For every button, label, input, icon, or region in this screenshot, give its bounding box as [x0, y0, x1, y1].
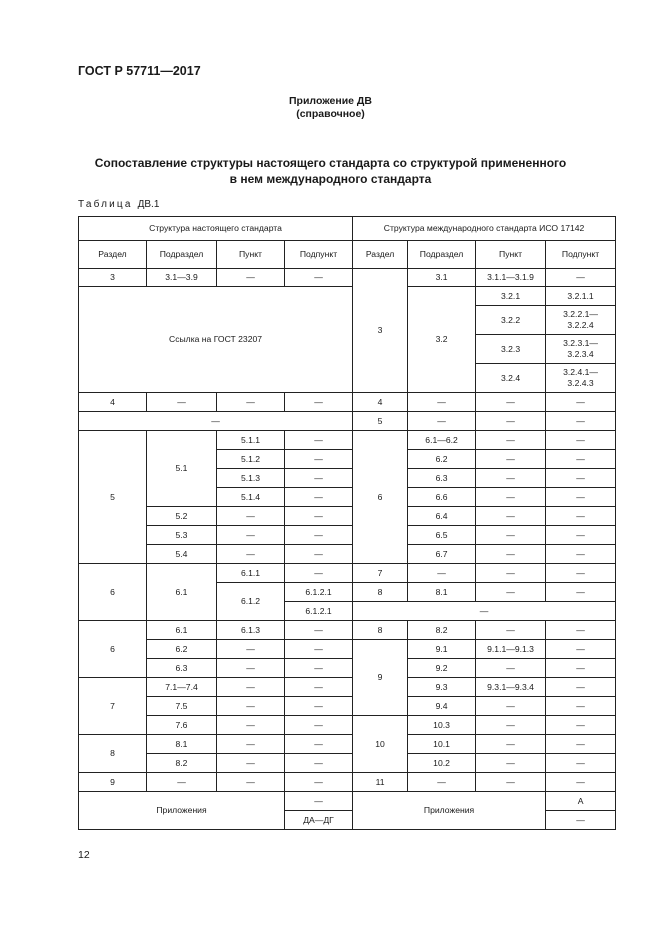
table-cell: 8: [79, 735, 147, 773]
table-cell: —: [546, 811, 616, 830]
table-cell: —: [285, 393, 353, 412]
table-cell: 7.5: [147, 697, 217, 716]
table-cell: 9.1.1—9.1.3: [476, 640, 546, 659]
table-cell: —: [285, 792, 353, 811]
column-header: Подраздел: [408, 241, 476, 269]
table-cell: —: [476, 488, 546, 507]
table-cell: —: [476, 412, 546, 431]
table-cell: —: [147, 393, 217, 412]
table-cell: —: [285, 754, 353, 773]
table-cell: 5.4: [147, 545, 217, 564]
column-header: Раздел: [79, 241, 147, 269]
table-cell: 9.3.1—9.3.4: [476, 678, 546, 697]
table-cell: —: [285, 545, 353, 564]
table-cell: —: [546, 488, 616, 507]
table-cell: 6.1.3: [217, 621, 285, 640]
table-cell: 4: [79, 393, 147, 412]
table-cell: 5.1.2: [217, 450, 285, 469]
table-cell: —: [546, 735, 616, 754]
table-cell: 3.1: [408, 269, 476, 287]
table-cell: —: [546, 412, 616, 431]
table-cell: 5.3: [147, 526, 217, 545]
table-cell: —: [217, 640, 285, 659]
table-cell: —: [546, 678, 616, 697]
table-cell: 7.6: [147, 716, 217, 735]
table-cell: 3.2.1: [476, 287, 546, 306]
table-cell: 8.2: [147, 754, 217, 773]
table-cell: —: [476, 507, 546, 526]
table-cell: —: [476, 754, 546, 773]
table-cell: —: [546, 450, 616, 469]
table-cell: —: [476, 431, 546, 450]
table-cell: 6.3: [408, 469, 476, 488]
table-cell: —: [217, 735, 285, 754]
table-cell: —: [476, 545, 546, 564]
section-heading: [0, 155, 661, 187]
table-cell: 9: [79, 773, 147, 792]
table-cell: —: [546, 431, 616, 450]
table-cell: —: [546, 507, 616, 526]
table-cell: 3.2.2: [476, 306, 546, 335]
table-cell: —: [217, 269, 285, 287]
annex-title: Приложение ДВ: [289, 95, 372, 107]
table-cell: 3.2: [408, 287, 476, 393]
table-cell: —: [285, 450, 353, 469]
appendix-right-value: А: [546, 792, 616, 811]
table-cell: —: [353, 602, 616, 621]
table-cell: 3.2.3.1— 3.2.3.4: [546, 335, 616, 364]
table-cell: —: [546, 583, 616, 602]
table-cell: 5: [79, 431, 147, 564]
table-cell: —: [546, 621, 616, 640]
table-cell: —: [546, 469, 616, 488]
table-cell: —: [476, 716, 546, 735]
table-cell: —: [476, 773, 546, 792]
table-cell: —: [285, 269, 353, 287]
table-cell: —: [217, 697, 285, 716]
table-cell: 10: [353, 716, 408, 773]
table-cell: —: [408, 393, 476, 412]
table-cell: 6.1.2: [217, 583, 285, 621]
column-header: Подраздел: [147, 241, 217, 269]
table-cell: —: [217, 716, 285, 735]
table-cell: —: [285, 735, 353, 754]
page-number: 12: [78, 849, 90, 861]
table-cell: 3.1.1—3.1.9: [476, 269, 546, 287]
table-cell: 3.2.1.1: [546, 287, 616, 306]
appendices-label-left: Приложения: [79, 792, 285, 830]
table-cell: 10.2: [408, 754, 476, 773]
table-cell: 6.1.2.1: [285, 583, 353, 602]
table-cell: 7: [353, 564, 408, 583]
table-cell: 6.6: [408, 488, 476, 507]
table-cell: —: [285, 526, 353, 545]
table-cell: 6.1.2.1: [285, 602, 353, 621]
table-cell: 6.1: [147, 564, 217, 621]
table-cell: —: [546, 716, 616, 735]
table-cell: 5.1.1: [217, 431, 285, 450]
table-cell: —: [476, 659, 546, 678]
table-label-word: Таблица: [78, 199, 133, 210]
table-cell: —: [217, 659, 285, 678]
table-cell: 6: [79, 564, 147, 621]
table-cell: 3.1—3.9: [147, 269, 217, 287]
table-cell: —: [217, 678, 285, 697]
heading-line-2: в нем международного стандарта: [229, 172, 432, 186]
table-cell: —: [546, 640, 616, 659]
table-cell: 7: [79, 678, 147, 735]
table-cell: —: [476, 583, 546, 602]
table-cell: 3: [353, 269, 408, 393]
table-cell: 10.1: [408, 735, 476, 754]
table-cell: —: [408, 564, 476, 583]
table-cell: 8.2: [408, 621, 476, 640]
table-cell: 8.1: [408, 583, 476, 602]
table-cell: —: [285, 773, 353, 792]
table-cell: —: [546, 269, 616, 287]
table-cell: 3.2.2.1— 3.2.2.4: [546, 306, 616, 335]
standard-code: ГОСТ Р 57711—2017: [78, 64, 201, 78]
table-cell: 8: [353, 583, 408, 602]
table-cell: 6.4: [408, 507, 476, 526]
table-cell: 6.2: [408, 450, 476, 469]
table-cell: 6: [79, 621, 147, 678]
table-cell: —: [217, 526, 285, 545]
table-cell: —: [285, 678, 353, 697]
table-cell: —: [285, 621, 353, 640]
table-cell: 7.1—7.4: [147, 678, 217, 697]
table-cell: 3.2.4.1— 3.2.4.3: [546, 364, 616, 393]
table-cell: —: [546, 526, 616, 545]
table-cell: —: [476, 469, 546, 488]
table-cell: 5: [353, 412, 408, 431]
table-cell: —: [217, 545, 285, 564]
reference-cell: Ссылка на ГОСТ 23207: [79, 287, 353, 393]
table-cell: 6.1—6.2: [408, 431, 476, 450]
table-cell: —: [476, 697, 546, 716]
table-cell: 6: [353, 431, 408, 564]
table-cell: 9.1: [408, 640, 476, 659]
table-cell: 5.1.4: [217, 488, 285, 507]
table-cell: —: [285, 697, 353, 716]
table-cell: —: [285, 564, 353, 583]
table-cell: 4: [353, 393, 408, 412]
column-header: Пункт: [476, 241, 546, 269]
column-header: Подпункт: [285, 241, 353, 269]
appendix-left-value: ДА—ДГ: [285, 811, 353, 830]
table-cell: —: [476, 621, 546, 640]
group-header-left: Структура настоящего стандарта: [79, 217, 353, 241]
appendices-label-right: Приложения: [353, 792, 546, 830]
table-cell: —: [476, 735, 546, 754]
table-cell: —: [546, 697, 616, 716]
table-cell: —: [285, 431, 353, 450]
column-header: Подпункт: [546, 241, 616, 269]
table-cell: 9.2: [408, 659, 476, 678]
table-cell: —: [546, 659, 616, 678]
heading-line-1: Сопоставление структуры настоящего стандарта со структурой примененного: [94, 156, 567, 170]
column-header: Пункт: [217, 241, 285, 269]
table-cell: —: [476, 526, 546, 545]
table-cell: —: [285, 716, 353, 735]
group-header-right: Структура международного стандарта ИСО 17142: [353, 217, 616, 241]
table-cell: —: [408, 412, 476, 431]
table-cell: 6.3: [147, 659, 217, 678]
table-cell: 9.4: [408, 697, 476, 716]
table-cell: —: [217, 507, 285, 526]
table-cell: 10.3: [408, 716, 476, 735]
table-cell: 5.1.3: [217, 469, 285, 488]
table-label: [78, 199, 159, 210]
comparison-table: [78, 216, 616, 830]
table-cell: —: [546, 754, 616, 773]
table-cell: 9: [353, 640, 408, 716]
table-cell: —: [476, 393, 546, 412]
table-cell: —: [147, 773, 217, 792]
table-cell: —: [546, 773, 616, 792]
table-cell: —: [285, 469, 353, 488]
table-cell: —: [476, 450, 546, 469]
table-label-number: ДВ.1: [137, 199, 160, 210]
table-cell: —: [285, 659, 353, 678]
table-cell: 6.7: [408, 545, 476, 564]
table-cell: 8.1: [147, 735, 217, 754]
table-cell: 6.1.1: [217, 564, 285, 583]
table-cell: 11: [353, 773, 408, 792]
table-cell: —: [79, 412, 353, 431]
table-cell: —: [285, 488, 353, 507]
table-cell: 3.2.3: [476, 335, 546, 364]
table-cell: —: [285, 507, 353, 526]
table-cell: 3.2.4: [476, 364, 546, 393]
table-cell: 6.2: [147, 640, 217, 659]
table-cell: —: [476, 564, 546, 583]
annex-type: (справочное): [296, 108, 365, 120]
table-cell: —: [217, 393, 285, 412]
table-cell: —: [217, 773, 285, 792]
table-cell: —: [546, 545, 616, 564]
table-cell: —: [546, 393, 616, 412]
table-cell: 8: [353, 621, 408, 640]
table-cell: 6.1: [147, 621, 217, 640]
table-cell: —: [408, 773, 476, 792]
table-cell: 5.1: [147, 431, 217, 507]
table-cell: 3: [79, 269, 147, 287]
table-cell: —: [217, 754, 285, 773]
table-cell: 9.3: [408, 678, 476, 697]
table-cell: 5.2: [147, 507, 217, 526]
table-cell: —: [546, 564, 616, 583]
table-cell: —: [285, 640, 353, 659]
table-cell: 6.5: [408, 526, 476, 545]
column-header: Раздел: [353, 241, 408, 269]
